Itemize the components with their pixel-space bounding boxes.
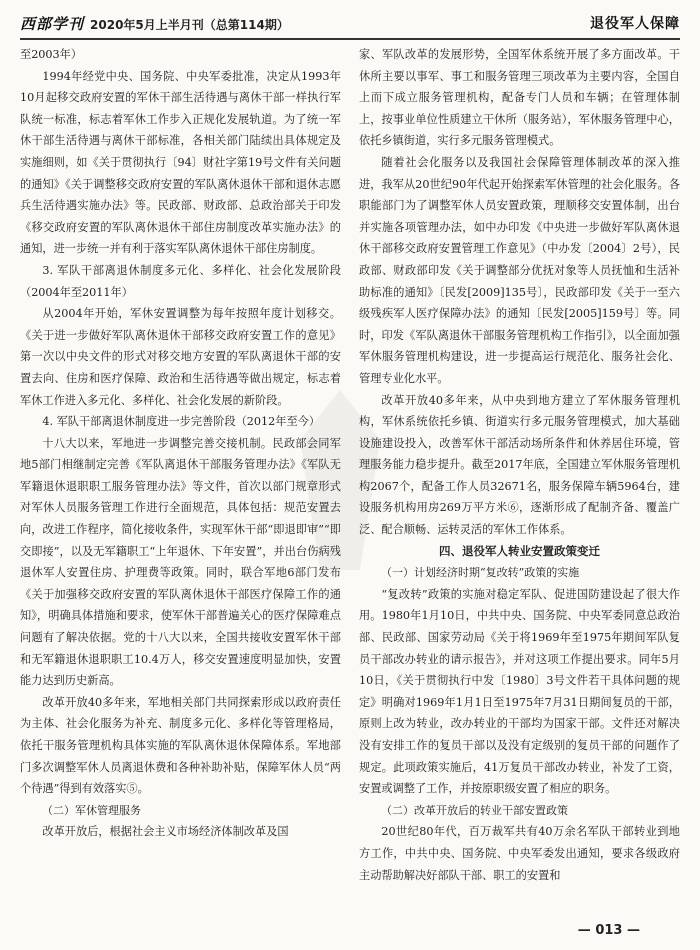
- subsection-heading: （二）改革开放后的转业干部安置政策: [381, 803, 568, 817]
- section-heading: 四、退役军人转业安置政策变迁: [439, 543, 600, 558]
- left-column: [20, 44, 341, 910]
- paragraph: 至2003年）: [20, 48, 83, 61]
- header-left: [20, 13, 289, 34]
- page-header: [20, 8, 680, 40]
- subheading: 3. 军队干部离退休制度多元化、多样化、社会化发展阶段（2004年至2011年）: [20, 263, 341, 299]
- right-column: [359, 44, 680, 910]
- page-number: — 013 —: [577, 923, 640, 938]
- paragraph: 随着社会化服务以及我国社会保障管理体制改革的深入推进，我军从20世纪90年代起开始探索军休管理的社会化服务。各职能部门为了调整军休人员安置政策，理顺移交安置体制，出台并实施各项管理办法，如中办印发《中央进一步做好军队离休退休干部移交政府安置管理工作意见》（中办发〔2004〕2号），民政部、财政部印发《关于调整部分优抚对象等人员抚恤和生活补助标准的通知》〔民发[2009]135号〕，民政部印发《关于一至六级残疾军人医疗保障办法》的通知〔民发[2005]159号〕等。同时，印发《军队离退休干部服务管理机构工作指引》，以全面加强军休服务管理机构建设，进一步提高运行规范化、服务社会化、管理专业化水平。: [359, 155, 680, 385]
- paragraph: 20世纪80年代，百万裁军共有40万余名军队干部转业到地方工作，中共中央、国务院、中央军委发出通知，要求各级政府主动帮助解决好部队干部、职工的安置和: [359, 825, 680, 882]
- paragraph: 改革开放40多年来，军地相关部门共同探索形成以政府责任为主体、社会化服务为补充、制度多元化、多样化等管理格局，依托干服务管理机构具体实施的军队离休退休保障体系。军地部门多次调整军休人员离退休费和各种补助补贴，保障军休人员“两个待遇”得到有效落实⑤。: [20, 695, 341, 796]
- article-body: [20, 44, 680, 910]
- subsection-heading: （一）计划经济时期“复改转”政策的实施: [381, 566, 580, 580]
- issue-info: 2020年5月上半月刊（总第114期）: [90, 17, 289, 32]
- paragraph: 1994年经党中央、国务院、中央军委批准，决定从1993年10月起移交政府安置的军休干部生活待遇与离休干部一样执行军队统一标准，标志着军休工作步入正规化发展轨道。为了统一军休干部生活待遇与离休干部标准，各相关部门陆续出具体规定及实施细则，如《关于贯彻执行〔94〕财社字第19号文件有关问题的通知》《关于调整移交政府安置的军队离休退休干部和退休志愿兵生活待遇实施办法》等。民政部、财政部、总政治部关于印发《移交政府安置的军队离休退休干部住房制度改革实施办法》的通知，进一步统一并有利于落实军队离休退休干部住房制度。: [20, 69, 341, 256]
- section-title: 退役军人保障: [590, 16, 680, 32]
- paragraph: 改革开放后，根据社会主义市场经济体制改革及国: [42, 825, 289, 839]
- paragraph: 从2004年开始，军休安置调整为每年按照年度计划移交。《关于进一步做好军队离休退休干部移交政府安置工作的意见》第一次以中央文件的形式对移交地方安置的军队离退休干部的安置去向、住房和医疗保障、政治和生活待遇等做出规定，标志着军休工作进入多元化、多样化、社会化发展的新阶段。: [20, 307, 341, 407]
- paragraph: 十八大以来，军地进一步调整完善交接机制。民政部会同军地5部门相继制定完善《军队离退休干部服务管理办法》《军队无军籍退休退职职工服务管理办法》等文件，首次以部门规章形式对军休人员服务管理工作进行全面规范，具体包括：规范安置去向，改进工作程序，简化接收条件，实现军休干部“即退即审”“即交即接”，以及无军籍职工“上年退休、下年安置”，并出台伤病残退休军人安置住房、护理费等政策。同时，联合军地6部门发布《关于加强移交政府安置的军队离休退休干部医疗保障工作的通知》，明确具体措施和要求，使军休干部普遍关心的医疗保障难点问题有了解决依据。党的十八大以来，全国共接收安置军休干部和无军籍退休退职职工10.4万人，移交安置速度明显加快，安置能力达到历史新高。: [20, 436, 341, 688]
- section-heading: （二）军休管理服务: [42, 803, 141, 817]
- paragraph: 改革开放40多年来，从中央到地方建立了军休服务管理机构，军休系统依托乡镇、街道实行多元服务管理模式，加大基础设施建设投入，改善军休干部活动场所条件和休养居住环境，管理服务能力稳步提升。截至2017年底，全国建立军休服务管理机构2067个，配备工作人员32671名，服务保障车辆5964台，建设服务机构用房269万平方米⑥，逐渐形成了配制齐备、覆盖广泛、配合顺畅、运转灵活的军休工作体系。: [359, 393, 680, 537]
- journal-logo: 西部学刊: [20, 14, 85, 33]
- paragraph: “复改转”政策的实施对稳定军队、促进国防建设起了很大作用。1980年1月10日，中共中央、国务院、中央军委同意总政治部、民政部、国家劳动局《关于将1969年至1975年期间军队复员干部改办转业的请示报告》，并对这项工作提出要求。同年5月10日，《关于贯彻执行中发〔1980〕3号文件若干具体问题的规定》明确对1969年1月1日至1975年7月31日期间复员的干部，原则上改为转业，改办转业的干部均为国家干部。文件还对解决没有安排工作的复员干部以及没有定级别的复员干部的问题作了规定。此项政策实施后，41万复员干部改办转业，补发了工资，安置或调整了工作，并按原职级安置了相应的职务。: [359, 587, 680, 796]
- subheading: 4. 军队干部离退休制度进一步完善阶段（2012年至今）: [42, 415, 321, 429]
- paragraph: 家、军队改革的发展形势，全国军休系统开展了多方面改革。干休所主要以事军、事工和服务管理三项改革为主要内容，全国自上而下成立服务管理机构，配备专门人员和车辆；在管理体制上，按事业单位性质建立干休所（服务站），军休服务管理中心，依托乡镇街道，实行多元服务管理模式。: [359, 48, 680, 148]
